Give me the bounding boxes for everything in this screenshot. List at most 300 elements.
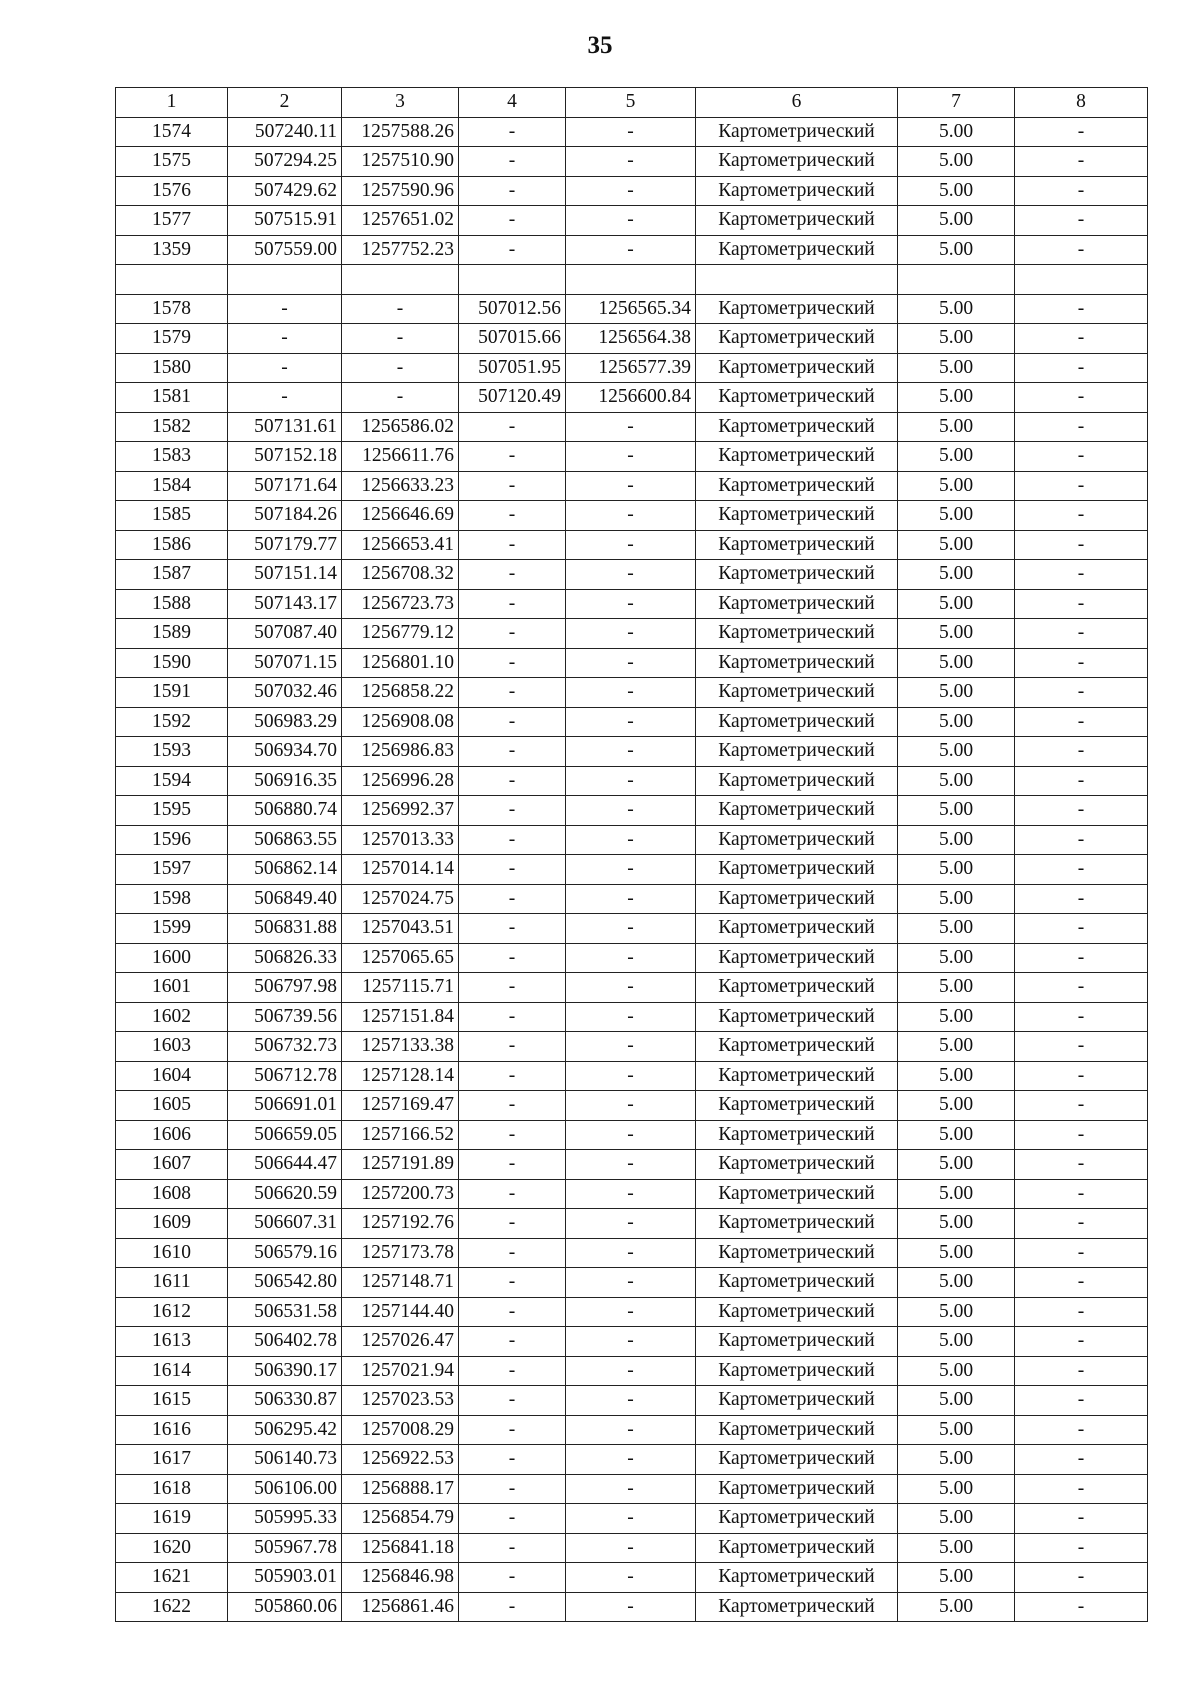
- table-row: [116, 1592, 1148, 1622]
- y-coordinate-cell: -: [342, 353, 459, 383]
- x-coordinate-new-cell: -: [459, 117, 566, 147]
- y-coordinate-cell: 1256992.37: [342, 796, 459, 826]
- point-number-cell: 1576: [116, 176, 228, 206]
- description-cell: -: [1015, 412, 1148, 442]
- column-header: 4: [459, 88, 566, 118]
- y-coordinate-cell: 1257026.47: [342, 1327, 459, 1357]
- x-coordinate-cell: 506863.55: [228, 825, 342, 855]
- x-coordinate-cell: 506739.56: [228, 1002, 342, 1032]
- y-coordinate-cell: 1256779.12: [342, 619, 459, 649]
- point-number-cell: 1598: [116, 884, 228, 914]
- accuracy-cell: 5.00: [898, 412, 1015, 442]
- method-cell: Картометрический: [696, 1386, 898, 1416]
- x-coordinate-new-cell: -: [459, 737, 566, 767]
- accuracy-cell: 5.00: [898, 1238, 1015, 1268]
- x-coordinate-new-cell: -: [459, 442, 566, 472]
- table-row: [116, 737, 1148, 767]
- x-coordinate-cell: 507151.14: [228, 560, 342, 590]
- accuracy-cell: 5.00: [898, 707, 1015, 737]
- x-coordinate-cell: 506659.05: [228, 1120, 342, 1150]
- accuracy-cell: 5.00: [898, 1091, 1015, 1121]
- table-row: [116, 1150, 1148, 1180]
- y-coordinate-new-cell: -: [566, 796, 696, 826]
- description-cell: -: [1015, 1356, 1148, 1386]
- description-cell: -: [1015, 737, 1148, 767]
- point-number-cell: 1603: [116, 1032, 228, 1062]
- method-cell: Картометрический: [696, 1238, 898, 1268]
- accuracy-cell: 5.00: [898, 1445, 1015, 1475]
- table-row: [116, 796, 1148, 826]
- x-coordinate-cell: 506402.78: [228, 1327, 342, 1357]
- point-number-cell: 1618: [116, 1474, 228, 1504]
- x-coordinate-new-cell: -: [459, 530, 566, 560]
- table-row: [116, 147, 1148, 177]
- x-coordinate-new-cell: -: [459, 1120, 566, 1150]
- method-cell: Картометрический: [696, 1179, 898, 1209]
- method-cell: Картометрический: [696, 1445, 898, 1475]
- point-number-cell: 1578: [116, 294, 228, 324]
- y-coordinate-cell: 1257144.40: [342, 1297, 459, 1327]
- y-coordinate-new-cell: -: [566, 914, 696, 944]
- x-coordinate-cell: 505967.78: [228, 1533, 342, 1563]
- table-row: [116, 1445, 1148, 1475]
- y-coordinate-cell: -: [342, 324, 459, 354]
- accuracy-cell: 5.00: [898, 914, 1015, 944]
- description-cell: -: [1015, 324, 1148, 354]
- table-row: [116, 412, 1148, 442]
- method-cell: Картометрический: [696, 147, 898, 177]
- method-cell: Картометрический: [696, 412, 898, 442]
- table-row: [116, 678, 1148, 708]
- x-coordinate-cell: 506620.59: [228, 1179, 342, 1209]
- description-cell: -: [1015, 1032, 1148, 1062]
- table-row: [116, 1474, 1148, 1504]
- y-coordinate-cell: 1257752.23: [342, 235, 459, 265]
- point-number-cell: 1581: [116, 383, 228, 413]
- point-number-cell: 1619: [116, 1504, 228, 1534]
- x-coordinate-new-cell: -: [459, 1150, 566, 1180]
- accuracy-cell: 5.00: [898, 1179, 1015, 1209]
- y-coordinate-cell: 1257148.71: [342, 1268, 459, 1298]
- x-coordinate-cell: 506849.40: [228, 884, 342, 914]
- accuracy-cell: 5.00: [898, 1356, 1015, 1386]
- method-cell: Картометрический: [696, 855, 898, 885]
- x-coordinate-cell: 507184.26: [228, 501, 342, 531]
- description-cell: -: [1015, 235, 1148, 265]
- table-row: [116, 707, 1148, 737]
- x-coordinate-new-cell: -: [459, 1238, 566, 1268]
- point-number-cell: [116, 265, 228, 295]
- method-cell: Картометрический: [696, 825, 898, 855]
- y-coordinate-cell: 1257173.78: [342, 1238, 459, 1268]
- point-number-cell: 1614: [116, 1356, 228, 1386]
- table-row: [116, 117, 1148, 147]
- y-coordinate-new-cell: -: [566, 117, 696, 147]
- method-cell: Картометрический: [696, 1474, 898, 1504]
- y-coordinate-new-cell: -: [566, 766, 696, 796]
- column-header: 3: [342, 88, 459, 118]
- y-coordinate-new-cell: -: [566, 1356, 696, 1386]
- method-cell: Картометрический: [696, 383, 898, 413]
- method-cell: Картометрический: [696, 884, 898, 914]
- point-number-cell: 1589: [116, 619, 228, 649]
- x-coordinate-cell: 507143.17: [228, 589, 342, 619]
- description-cell: -: [1015, 619, 1148, 649]
- y-coordinate-new-cell: -: [566, 1533, 696, 1563]
- accuracy-cell: 5.00: [898, 943, 1015, 973]
- accuracy-cell: 5.00: [898, 501, 1015, 531]
- x-coordinate-new-cell: -: [459, 825, 566, 855]
- y-coordinate-cell: -: [342, 383, 459, 413]
- y-coordinate-new-cell: -: [566, 235, 696, 265]
- point-number-cell: 1604: [116, 1061, 228, 1091]
- x-coordinate-cell: 506106.00: [228, 1474, 342, 1504]
- table-row: [116, 589, 1148, 619]
- point-number-cell: 1577: [116, 206, 228, 236]
- y-coordinate-cell: 1257014.14: [342, 855, 459, 885]
- x-coordinate-cell: 507294.25: [228, 147, 342, 177]
- y-coordinate-cell: 1257191.89: [342, 1150, 459, 1180]
- x-coordinate-cell: -: [228, 383, 342, 413]
- y-coordinate-new-cell: -: [566, 589, 696, 619]
- table-row: [116, 619, 1148, 649]
- accuracy-cell: 5.00: [898, 176, 1015, 206]
- x-coordinate-cell: 506691.01: [228, 1091, 342, 1121]
- y-coordinate-cell: 1257023.53: [342, 1386, 459, 1416]
- x-coordinate-cell: -: [228, 324, 342, 354]
- accuracy-cell: 5.00: [898, 1268, 1015, 1298]
- method-cell: Картометрический: [696, 176, 898, 206]
- accuracy-cell: 5.00: [898, 648, 1015, 678]
- x-coordinate-new-cell: -: [459, 235, 566, 265]
- accuracy-cell: 5.00: [898, 471, 1015, 501]
- x-coordinate-new-cell: -: [459, 1002, 566, 1032]
- x-coordinate-cell: 506712.78: [228, 1061, 342, 1091]
- method-cell: Картометрический: [696, 442, 898, 472]
- y-coordinate-new-cell: -: [566, 442, 696, 472]
- description-cell: -: [1015, 796, 1148, 826]
- point-number-cell: 1585: [116, 501, 228, 531]
- point-number-cell: 1602: [116, 1002, 228, 1032]
- x-coordinate-new-cell: -: [459, 471, 566, 501]
- x-coordinate-cell: 506826.33: [228, 943, 342, 973]
- y-coordinate-new-cell: -: [566, 1150, 696, 1180]
- accuracy-cell: 5.00: [898, 884, 1015, 914]
- method-cell: Картометрический: [696, 1533, 898, 1563]
- description-cell: -: [1015, 1002, 1148, 1032]
- x-coordinate-cell: 506831.88: [228, 914, 342, 944]
- y-coordinate-cell: 1257133.38: [342, 1032, 459, 1062]
- method-cell: Картометрический: [696, 117, 898, 147]
- point-number-cell: 1616: [116, 1415, 228, 1445]
- point-number-cell: 1579: [116, 324, 228, 354]
- x-coordinate-cell: 506983.29: [228, 707, 342, 737]
- point-number-cell: 1584: [116, 471, 228, 501]
- x-coordinate-new-cell: -: [459, 648, 566, 678]
- description-cell: -: [1015, 943, 1148, 973]
- description-cell: -: [1015, 1415, 1148, 1445]
- description-cell: -: [1015, 678, 1148, 708]
- x-coordinate-new-cell: -: [459, 1032, 566, 1062]
- y-coordinate-new-cell: -: [566, 825, 696, 855]
- y-coordinate-new-cell: -: [566, 1091, 696, 1121]
- x-coordinate-new-cell: -: [459, 943, 566, 973]
- x-coordinate-new-cell: -: [459, 1061, 566, 1091]
- x-coordinate-new-cell: -: [459, 1445, 566, 1475]
- method-cell: Картометрический: [696, 471, 898, 501]
- table-row: [116, 206, 1148, 236]
- y-coordinate-new-cell: -: [566, 1386, 696, 1416]
- y-coordinate-new-cell: -: [566, 1002, 696, 1032]
- accuracy-cell: 5.00: [898, 1150, 1015, 1180]
- y-coordinate-new-cell: -: [566, 1415, 696, 1445]
- y-coordinate-cell: 1257588.26: [342, 117, 459, 147]
- y-coordinate-new-cell: -: [566, 560, 696, 590]
- y-coordinate-new-cell: 1256600.84: [566, 383, 696, 413]
- x-coordinate-new-cell: -: [459, 1474, 566, 1504]
- y-coordinate-new-cell: -: [566, 884, 696, 914]
- y-coordinate-new-cell: -: [566, 973, 696, 1003]
- method-cell: Картометрический: [696, 1032, 898, 1062]
- accuracy-cell: 5.00: [898, 1386, 1015, 1416]
- table-row: [116, 560, 1148, 590]
- table-row: [116, 1091, 1148, 1121]
- x-coordinate-cell: 507152.18: [228, 442, 342, 472]
- accuracy-cell: 5.00: [898, 206, 1015, 236]
- description-cell: -: [1015, 501, 1148, 531]
- y-coordinate-cell: 1257169.47: [342, 1091, 459, 1121]
- description-cell: -: [1015, 589, 1148, 619]
- description-cell: -: [1015, 383, 1148, 413]
- y-coordinate-new-cell: -: [566, 1032, 696, 1062]
- point-number-cell: 1617: [116, 1445, 228, 1475]
- accuracy-cell: 5.00: [898, 1209, 1015, 1239]
- column-header: 7: [898, 88, 1015, 118]
- y-coordinate-new-cell: -: [566, 147, 696, 177]
- method-cell: Картометрический: [696, 324, 898, 354]
- y-coordinate-new-cell: -: [566, 707, 696, 737]
- y-coordinate-cell: 1256908.08: [342, 707, 459, 737]
- description-cell: -: [1015, 825, 1148, 855]
- description-cell: -: [1015, 206, 1148, 236]
- x-coordinate-cell: 506140.73: [228, 1445, 342, 1475]
- description-cell: -: [1015, 1179, 1148, 1209]
- method-cell: Картометрический: [696, 294, 898, 324]
- table-row: [116, 1179, 1148, 1209]
- method-cell: Картометрический: [696, 206, 898, 236]
- table-row: [116, 1327, 1148, 1357]
- x-coordinate-cell: 506542.80: [228, 1268, 342, 1298]
- point-number-cell: 1595: [116, 796, 228, 826]
- y-coordinate-cell: 1256611.76: [342, 442, 459, 472]
- table-row: [116, 176, 1148, 206]
- point-number-cell: 1608: [116, 1179, 228, 1209]
- point-number-cell: 1611: [116, 1268, 228, 1298]
- description-cell: -: [1015, 973, 1148, 1003]
- point-number-cell: 1607: [116, 1150, 228, 1180]
- accuracy-cell: 5.00: [898, 855, 1015, 885]
- x-coordinate-cell: 507179.77: [228, 530, 342, 560]
- accuracy-cell: 5.00: [898, 147, 1015, 177]
- y-coordinate-cell: 1257008.29: [342, 1415, 459, 1445]
- x-coordinate-cell: 507171.64: [228, 471, 342, 501]
- table-row: [116, 1533, 1148, 1563]
- x-coordinate-cell: 506916.35: [228, 766, 342, 796]
- description-cell: -: [1015, 530, 1148, 560]
- point-number-cell: 1580: [116, 353, 228, 383]
- x-coordinate-new-cell: -: [459, 147, 566, 177]
- accuracy-cell: 5.00: [898, 1474, 1015, 1504]
- x-coordinate-new-cell: -: [459, 1592, 566, 1622]
- x-coordinate-new-cell: -: [459, 1209, 566, 1239]
- description-cell: -: [1015, 1238, 1148, 1268]
- method-cell: Картометрический: [696, 1504, 898, 1534]
- accuracy-cell: 5.00: [898, 825, 1015, 855]
- x-coordinate-new-cell: -: [459, 176, 566, 206]
- column-header: 6: [696, 88, 898, 118]
- method-cell: Картометрический: [696, 589, 898, 619]
- point-number-cell: 1590: [116, 648, 228, 678]
- table-row: [116, 884, 1148, 914]
- y-coordinate-cell: 1257021.94: [342, 1356, 459, 1386]
- accuracy-cell: 5.00: [898, 560, 1015, 590]
- y-coordinate-cell: 1257024.75: [342, 884, 459, 914]
- accuracy-cell: 5.00: [898, 294, 1015, 324]
- x-coordinate-new-cell: -: [459, 1386, 566, 1416]
- accuracy-cell: 5.00: [898, 973, 1015, 1003]
- column-header: 2: [228, 88, 342, 118]
- y-coordinate-cell: 1256846.98: [342, 1563, 459, 1593]
- description-cell: -: [1015, 1504, 1148, 1534]
- y-coordinate-new-cell: -: [566, 1563, 696, 1593]
- accuracy-cell: 5.00: [898, 442, 1015, 472]
- table-row: [116, 648, 1148, 678]
- point-number-cell: 1574: [116, 117, 228, 147]
- description-cell: -: [1015, 176, 1148, 206]
- point-number-cell: 1612: [116, 1297, 228, 1327]
- y-coordinate-cell: 1257590.96: [342, 176, 459, 206]
- description-cell: -: [1015, 117, 1148, 147]
- x-coordinate-cell: 507559.00: [228, 235, 342, 265]
- y-coordinate-cell: 1257510.90: [342, 147, 459, 177]
- description-cell: -: [1015, 766, 1148, 796]
- y-coordinate-cell: 1257166.52: [342, 1120, 459, 1150]
- accuracy-cell: 5.00: [898, 737, 1015, 767]
- y-coordinate-new-cell: -: [566, 176, 696, 206]
- accuracy-cell: 5.00: [898, 1563, 1015, 1593]
- description-cell: -: [1015, 1091, 1148, 1121]
- x-coordinate-new-cell: -: [459, 1327, 566, 1357]
- description-cell: -: [1015, 560, 1148, 590]
- y-coordinate-new-cell: -: [566, 1209, 696, 1239]
- table-body: [116, 88, 1148, 1622]
- description-cell: -: [1015, 294, 1148, 324]
- y-coordinate-cell: 1256633.23: [342, 471, 459, 501]
- x-coordinate-new-cell: -: [459, 884, 566, 914]
- table-row: [116, 1238, 1148, 1268]
- method-cell: Картометрический: [696, 678, 898, 708]
- table-row: [116, 294, 1148, 324]
- x-coordinate-new-cell: -: [459, 678, 566, 708]
- table-row: [116, 1563, 1148, 1593]
- method-cell: Картометрический: [696, 235, 898, 265]
- x-coordinate-cell: 506531.58: [228, 1297, 342, 1327]
- y-coordinate-new-cell: -: [566, 530, 696, 560]
- x-coordinate-cell: 505903.01: [228, 1563, 342, 1593]
- x-coordinate-new-cell: 507051.95: [459, 353, 566, 383]
- y-coordinate-cell: 1256646.69: [342, 501, 459, 531]
- x-coordinate-cell: 507240.11: [228, 117, 342, 147]
- y-coordinate-new-cell: -: [566, 943, 696, 973]
- method-cell: Картометрический: [696, 501, 898, 531]
- accuracy-cell: 5.00: [898, 1032, 1015, 1062]
- y-coordinate-new-cell: -: [566, 1504, 696, 1534]
- point-number-cell: 1622: [116, 1592, 228, 1622]
- accuracy-cell: 5.00: [898, 1533, 1015, 1563]
- y-coordinate-cell: 1256854.79: [342, 1504, 459, 1534]
- y-coordinate-new-cell: -: [566, 501, 696, 531]
- method-cell: Картометрический: [696, 560, 898, 590]
- description-cell: -: [1015, 855, 1148, 885]
- y-coordinate-cell: 1256653.41: [342, 530, 459, 560]
- x-coordinate-new-cell: -: [459, 412, 566, 442]
- x-coordinate-cell: -: [228, 294, 342, 324]
- table-row: [116, 1061, 1148, 1091]
- point-number-cell: 1575: [116, 147, 228, 177]
- table-row: [116, 1356, 1148, 1386]
- point-number-cell: 1620: [116, 1533, 228, 1563]
- y-coordinate-cell: 1256858.22: [342, 678, 459, 708]
- table-header-row: [116, 88, 1148, 118]
- y-coordinate-cell: 1257192.76: [342, 1209, 459, 1239]
- description-cell: -: [1015, 353, 1148, 383]
- x-coordinate-cell: 506862.14: [228, 855, 342, 885]
- description-cell: -: [1015, 648, 1148, 678]
- x-coordinate-new-cell: -: [459, 973, 566, 1003]
- x-coordinate-cell: 506390.17: [228, 1356, 342, 1386]
- description-cell: -: [1015, 1445, 1148, 1475]
- method-cell: Картометрический: [696, 648, 898, 678]
- accuracy-cell: 5.00: [898, 353, 1015, 383]
- description-cell: -: [1015, 1327, 1148, 1357]
- description-cell: -: [1015, 1209, 1148, 1239]
- accuracy-cell: 5.00: [898, 678, 1015, 708]
- y-coordinate-new-cell: -: [566, 678, 696, 708]
- method-cell: Картометрический: [696, 707, 898, 737]
- point-number-cell: 1594: [116, 766, 228, 796]
- accuracy-cell: 5.00: [898, 235, 1015, 265]
- x-coordinate-new-cell: -: [459, 707, 566, 737]
- description-cell: -: [1015, 1386, 1148, 1416]
- x-coordinate-new-cell: 507120.49: [459, 383, 566, 413]
- y-coordinate-cell: 1256922.53: [342, 1445, 459, 1475]
- x-coordinate-cell: 506797.98: [228, 973, 342, 1003]
- y-coordinate-cell: 1257128.14: [342, 1061, 459, 1091]
- method-cell: Картометрический: [696, 1327, 898, 1357]
- y-coordinate-new-cell: -: [566, 1445, 696, 1475]
- table-row: [116, 973, 1148, 1003]
- y-coordinate-new-cell: -: [566, 1268, 696, 1298]
- description-cell: [1015, 265, 1148, 295]
- y-coordinate-new-cell: 1256564.38: [566, 324, 696, 354]
- x-coordinate-new-cell: -: [459, 1268, 566, 1298]
- method-cell: Картометрический: [696, 1091, 898, 1121]
- y-coordinate-cell: 1256861.46: [342, 1592, 459, 1622]
- y-coordinate-cell: 1256586.02: [342, 412, 459, 442]
- x-coordinate-new-cell: -: [459, 1533, 566, 1563]
- method-cell: Картометрический: [696, 619, 898, 649]
- x-coordinate-cell: 506330.87: [228, 1386, 342, 1416]
